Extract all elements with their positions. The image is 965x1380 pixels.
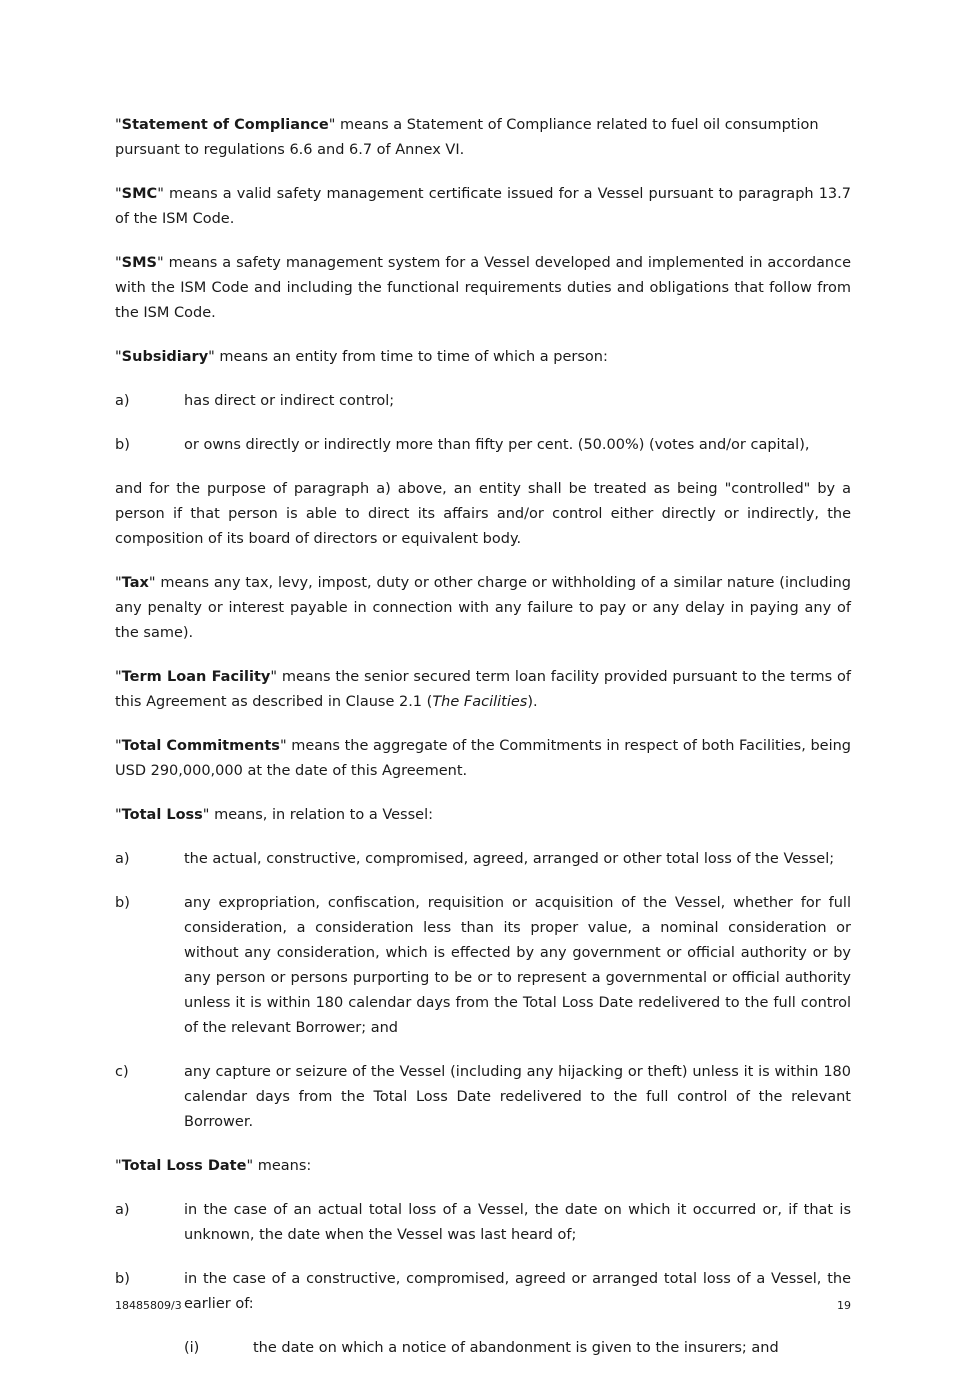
page-footer bbox=[115, 1299, 851, 1312]
subsidiary-tail: and for the purpose of paragraph a) above, an entity shall be treated as being "controlled" by a person if that person is able to direct its affairs and/or control either directly or indirectly, the composition of its board of directors or equivalent body. bbox=[115, 481, 851, 547]
definition-sms: "SMS" means a safety management system for a Vessel developed and implemented in accordance with the ISM Code and including the functional requirements duties and obligations that follow from the ISM Code. bbox=[115, 255, 851, 321]
term: Term Loan Facility bbox=[121, 669, 271, 685]
list-item: a) in the case of an actual total loss of a Vessel, the date on which it occurred or, if that is unknown, the date when the Vessel was last heard of; bbox=[115, 1202, 851, 1243]
document-id: 18485809/3 bbox=[115, 1299, 182, 1312]
sub-list-item: (i) the date on which a notice of abandonment is given to the insurers; and bbox=[184, 1340, 779, 1356]
list-item: a) has direct or indirect control; bbox=[115, 393, 395, 409]
definition-total-loss: "Total Loss" means, in relation to a Vessel: bbox=[115, 807, 433, 823]
term: Total Commitments bbox=[121, 738, 280, 754]
definition-smc: "SMC" means a valid safety management certificate issued for a Vessel pursuant to paragraph 13.7 of the ISM Code. bbox=[115, 186, 851, 227]
definition-term-loan-facility: "Term Loan Facility" means the senior secured term loan facility provided pursuant to the terms of this Agreement as described in Clause 2.1 (The Facilities). bbox=[115, 669, 851, 710]
list-item: b) or owns directly or indirectly more than fifty per cent. (50.00%) (votes and/or capital), bbox=[115, 437, 810, 453]
page-number: 19 bbox=[837, 1299, 851, 1312]
term: Tax bbox=[121, 575, 149, 591]
term: SMS bbox=[121, 255, 157, 271]
definition-total-commitments: "Total Commitments" means the aggregate of the Commitments in respect of both Facilities, being USD 290,000,000 at the date of this Agreement. bbox=[115, 738, 851, 779]
term: Statement of Compliance bbox=[121, 117, 329, 133]
list-item: b) any expropriation, confiscation, requisition or acquisition of the Vessel, whether for full consideration, a consideration less than its proper value, a nominal consideration or without any consideration, which is effected by any government or official authority or by any person or persons purporting to be or to represent a governmental or official authority unless it is within 180 calendar days from the Total Loss Date redelivered to the full control of the relevant Borrower; and bbox=[115, 895, 851, 1036]
list-item: a) the actual, constructive, compromised, agreed, arranged or other total loss of the Vessel; bbox=[115, 851, 835, 867]
definition-tax: "Tax" means any tax, levy, impost, duty or other charge or withholding of a similar nature (including any penalty or interest payable in connection with any failure to pay or any delay in paying any of the same). bbox=[115, 575, 851, 641]
term: Total Loss bbox=[121, 807, 203, 823]
document-page bbox=[115, 113, 851, 1380]
term: SMC bbox=[121, 186, 158, 202]
term: Total Loss Date bbox=[121, 1158, 247, 1174]
list-item: c) any capture or seizure of the Vessel (including any hijacking or theft) unless it is within 180 calendar days from the Total Loss Date redelivered to the full control of the relevant Borrower. bbox=[115, 1064, 851, 1130]
term: Subsidiary bbox=[121, 349, 209, 365]
list-item: b) in the case of a constructive, compromised, agreed or arranged total loss of a Vessel, the earlier of: bbox=[115, 1271, 851, 1312]
definition-subsidiary: "Subsidiary" means an entity from time to time of which a person: bbox=[115, 349, 608, 365]
definition-total-loss-date: "Total Loss Date" means: bbox=[115, 1158, 312, 1174]
definition-statement-of-compliance: "Statement of Compliance" means a Statement of Compliance related to fuel oil consumption pursuant to regulations 6.6 and 6.7 of Annex VI. bbox=[115, 117, 819, 158]
